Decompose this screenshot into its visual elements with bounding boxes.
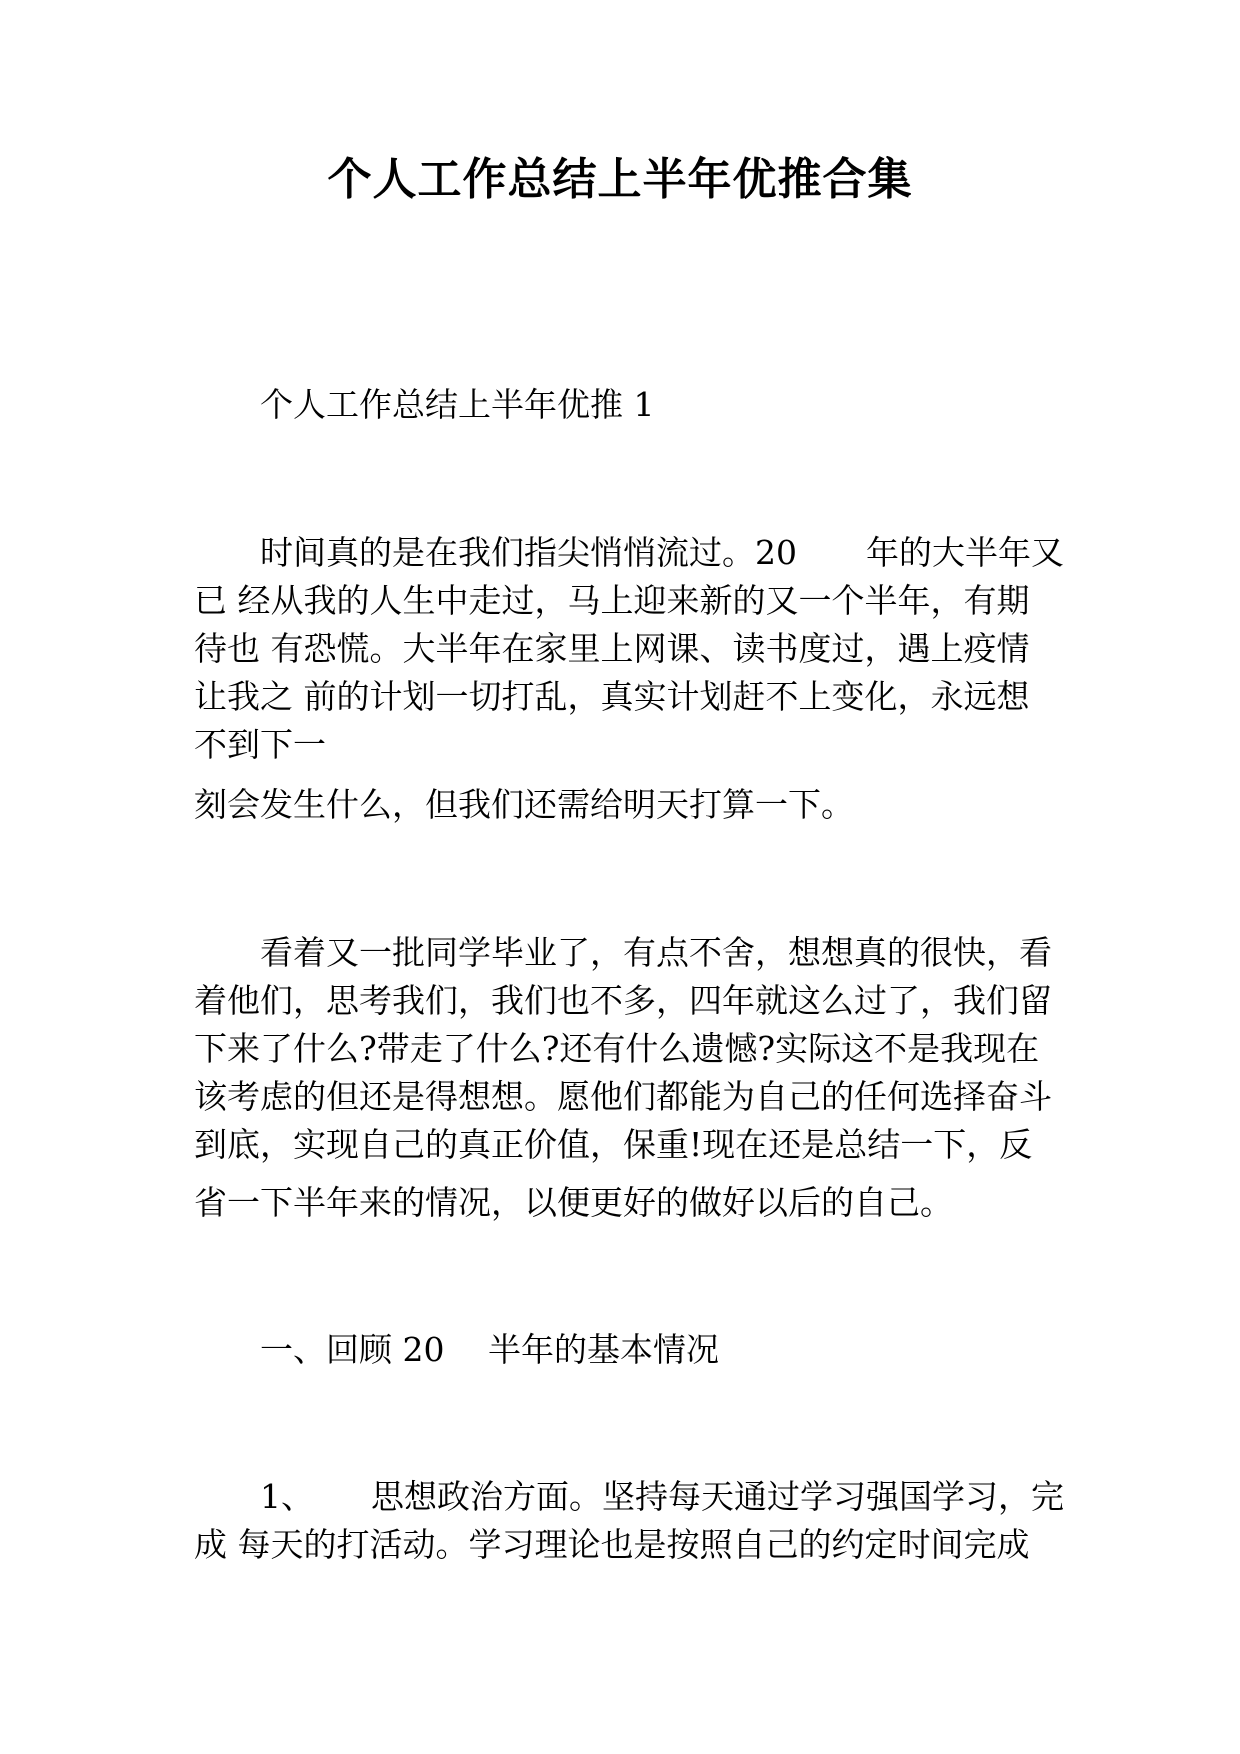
- section-subtitle: 个人工作总结上半年优推 1: [260, 385, 655, 424]
- paragraph2-line5: 到底，实现自己的真正价值，保重!现在还是总结一下，反: [194, 1125, 1033, 1164]
- paragraph1-line1-right: 年的大半年又: [866, 533, 1064, 572]
- paragraph2-line6: 省一下半年来的情况，以便更好的做好以后的自己。: [194, 1183, 953, 1222]
- item1-line1-text: 思想政治方面。坚持每天通过学习强国学习，完: [371, 1477, 1064, 1516]
- paragraph2-line4: 该考虑的但还是得想想。愿他们都能为自己的任何选择奋斗: [194, 1077, 1052, 1116]
- item1-line1: [260, 1472, 1064, 1522]
- paragraph2-line2: 着他们，思考我们，我们也不多，四年就这么过了，我们留: [194, 981, 1052, 1020]
- paragraph2-line1: 看着又一批同学毕业了，有点不舍，想想真的很快，看: [260, 933, 1052, 972]
- document-title: 个人工作总结上半年优推合集: [327, 154, 913, 205]
- paragraph1-line3: 待也 有恐慌。大半年在家里上网课、读书度过，遇上疫情: [194, 629, 1030, 668]
- section-heading-review: 一、回顾 20 半年的基本情况: [260, 1330, 719, 1369]
- paragraph2-line3: 下来了什么?带走了什么?还有什么遗憾?实际这不是我现在: [194, 1029, 1040, 1068]
- item1-line2: 成 每天的打活动。学习理论也是按照自己的约定时间完成: [194, 1525, 1030, 1564]
- paragraph1-line1: [260, 528, 1064, 578]
- paragraph1-line4: 让我之 前的计划一切打乱，真实计划赶不上变化，永远想: [194, 677, 1030, 716]
- paragraph1-line2: 已 经从我的人生中走过，马上迎来新的又一个半年，有期: [194, 581, 1030, 620]
- paragraph1-line6: 刻会发生什么，但我们还需给明天打算一下。: [194, 785, 854, 824]
- paragraph1-line5: 不到下一: [194, 725, 326, 764]
- item1-number: 1、: [260, 1477, 314, 1516]
- paragraph1-line1-left: 时间真的是在我们指尖悄悄流过。20: [260, 533, 797, 572]
